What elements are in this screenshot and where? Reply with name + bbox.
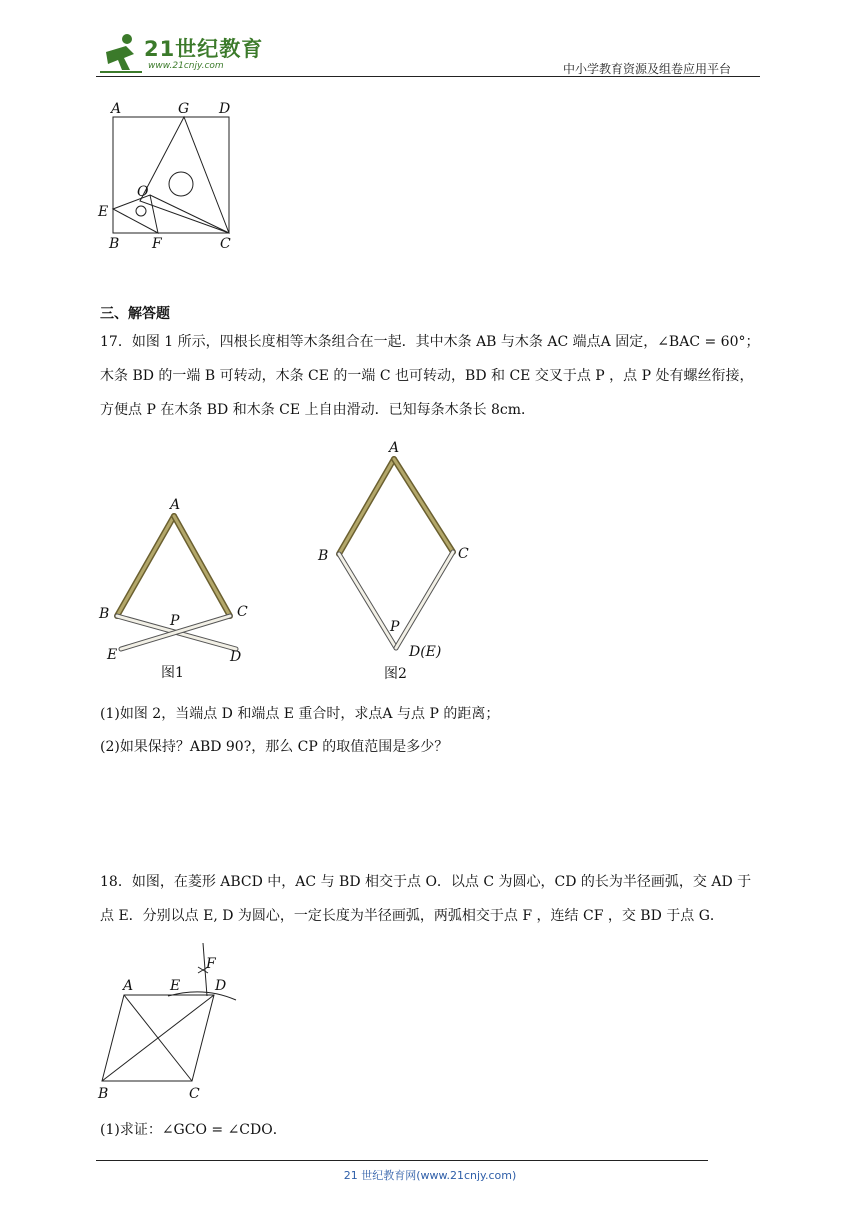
q16-label-A: A	[111, 101, 122, 117]
q17-sub-question-2: (2)如果保持？ABD 90?，那么 CP 的取值范围是多少？	[100, 739, 449, 755]
q17-figure-2	[310, 436, 480, 684]
platform-name: 中小学教育资源及组卷应用平台	[563, 62, 732, 76]
fig1-caption: 图1	[161, 665, 184, 681]
fig1-label-C: C	[237, 604, 248, 620]
q18-line-2: 点 E．分别以点 E, D 为圆心，一定长度为半径画弧，两弧相交于点 F ，连结 CF ，交 BD 于点 G．	[100, 908, 724, 924]
q17-line-1: 17．如图 1 所示，四根长度相等木条组合在一起．其中木条 AB 与木条 AC 端点A 固定，∠BAC = 60°；	[100, 334, 760, 350]
fig2-caption: 图2	[384, 666, 407, 682]
fig1-label-A: A	[170, 497, 181, 513]
fig1-label-B: B	[99, 606, 110, 622]
fig2-label-DE: D(E)	[409, 644, 442, 660]
logo-title: 21世纪教育	[144, 37, 264, 61]
fig1-label-P: P	[170, 613, 180, 629]
q16-figure	[95, 98, 245, 256]
runner-logo-icon	[96, 30, 146, 76]
q18-figure	[94, 938, 254, 1108]
q18-sub-question-1: (1)求证：∠GCO = ∠CDO．	[100, 1122, 287, 1138]
q16-label-D: D	[219, 101, 231, 117]
q16-label-C: C	[220, 236, 231, 252]
q16-label-O: O	[137, 184, 149, 200]
q18-label-B: B	[98, 1086, 109, 1102]
q16-label-F: F	[152, 236, 162, 252]
q17-sub-question-1: (1)如图 2，当端点 D 和端点 E 重合时，求点A 与点 P 的距离；	[100, 706, 500, 722]
q17-line-3: 方便点 P 在木条 BD 和木条 CE 上自由滑动．已知每条木条长 8cm．	[100, 402, 536, 418]
q18-label-F: F	[206, 956, 216, 972]
fig2-label-C: C	[458, 546, 469, 562]
fig1-label-D: D	[230, 649, 242, 665]
q17-line-2: 木条 BD 的一端 B 可转动，木条 CE 的一端 C 也可转动，BD 和 CE 交叉于点 P ，点 P 处有螺丝衔接，	[100, 368, 754, 384]
footer-text: 21 世纪教育网(www.21cnjy.com)	[343, 1169, 517, 1182]
fig1-label-E: E	[107, 647, 118, 663]
q16-label-G: G	[178, 101, 190, 117]
footer-divider	[96, 1160, 708, 1161]
q18-label-D: D	[215, 978, 227, 994]
fig2-label-B: B	[318, 548, 329, 564]
q16-label-E: E	[98, 204, 109, 220]
q18-label-A: A	[123, 978, 134, 994]
fig2-label-P: P	[390, 619, 400, 635]
q16-label-B: B	[109, 236, 120, 252]
logo-url: www.21cnjy.com	[148, 61, 224, 71]
q17-figure-1	[96, 492, 266, 682]
fig2-label-A: A	[389, 440, 400, 456]
section-title: 三、解答题	[100, 306, 170, 322]
q18-label-E: E	[170, 978, 181, 994]
q18-label-C: C	[189, 1086, 200, 1102]
q18-line-1: 18．如图，在菱形 ABCD 中，AC 与 BD 相交于点 O．以点 C 为圆心，CD 的长为半径画弧，交 AD 于	[100, 874, 752, 890]
header-divider	[96, 76, 760, 77]
